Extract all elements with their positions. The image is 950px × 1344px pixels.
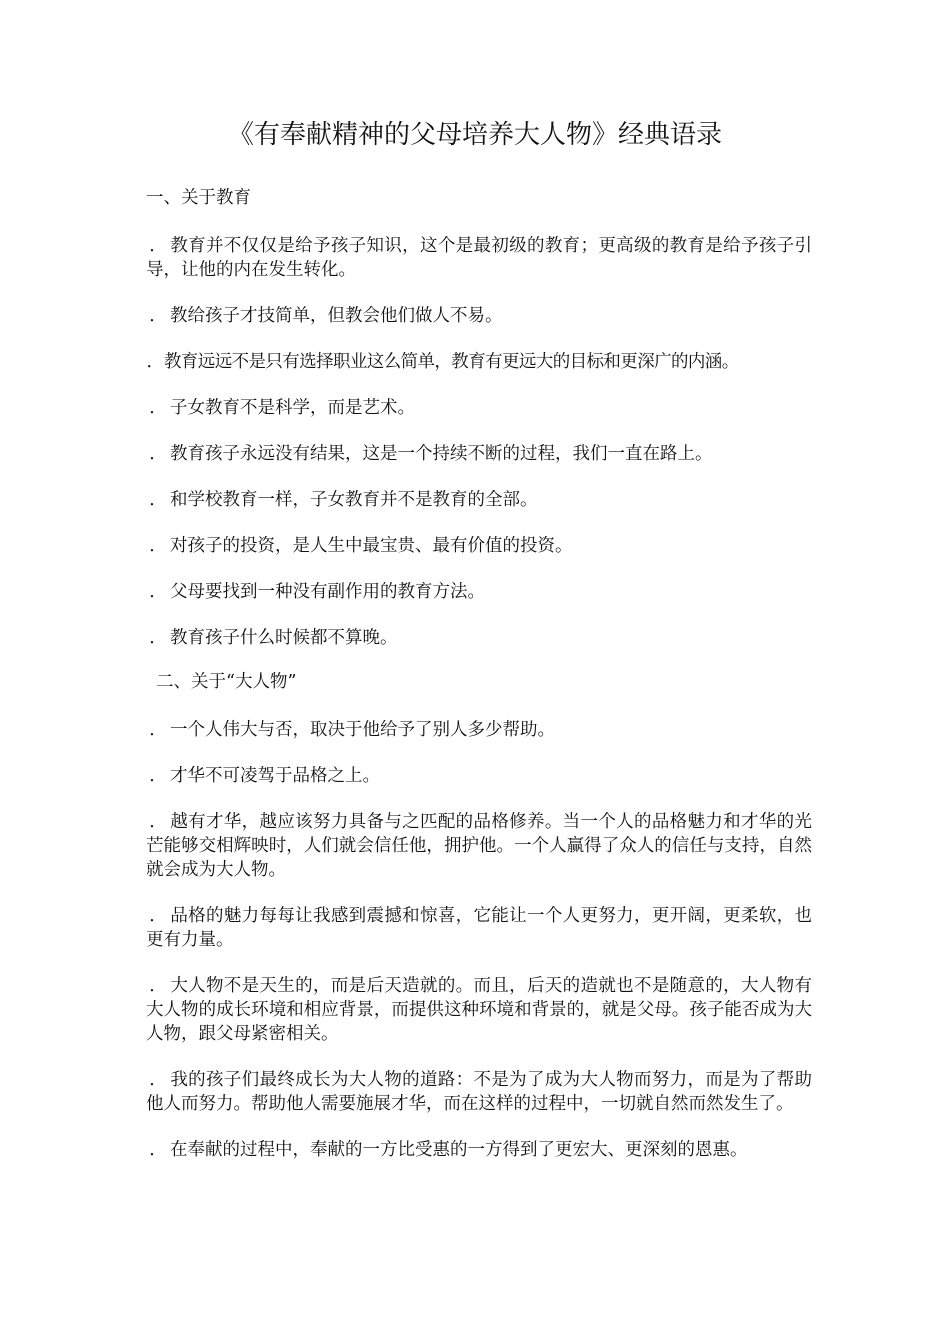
bullet-marker: ．: [149, 306, 167, 326]
quote-text: 一个人伟大与否，取决于他给予了别人多少帮助。: [170, 720, 555, 740]
bullet-marker: ．: [146, 352, 164, 372]
quote-text: 子女教育不是科学，而是艺术。: [170, 398, 415, 418]
quote-item: [146, 626, 812, 650]
section-heading-great-person: 二、关于“大人物”: [156, 672, 297, 692]
bullet-marker: ．: [149, 1140, 167, 1160]
bullet-marker: ．: [149, 1070, 167, 1090]
bullet-marker: ．: [149, 536, 167, 556]
quote-item: [146, 718, 812, 742]
quote-item: [146, 810, 812, 882]
quote-item: [146, 488, 812, 512]
bullet-marker: ．: [149, 628, 167, 648]
quote-text: 越有才华，越应该努力具备与之匹配的品格修养。当一个人的品格魅力和才华的光芒能够交相辉映时，人们就会信任他，拥护他。一个人赢得了众人的信任与支持，自然就会成为大人物。: [146, 812, 812, 880]
quote-item: [146, 534, 812, 558]
quote-item: [146, 1138, 812, 1162]
quote-text: 教给孩子才技简单，但教会他们做人不易。: [170, 306, 503, 326]
bullet-marker: ．: [149, 444, 167, 464]
bullet-marker: ．: [149, 398, 167, 418]
quote-text: 和学校教育一样，子女教育并不是教育的全部。: [170, 490, 538, 510]
quote-item: [146, 234, 812, 282]
bullet-marker: ．: [149, 906, 167, 926]
bullet-marker: ．: [149, 720, 167, 740]
quote-item: [146, 764, 812, 788]
section-heading-education: 一、关于教育: [146, 188, 251, 208]
quote-item: [146, 974, 812, 1046]
bullet-marker: ．: [149, 582, 167, 602]
quote-item: [146, 580, 812, 604]
bullet-marker: ．: [149, 490, 167, 510]
quote-item: [146, 1068, 812, 1116]
quote-text: 才华不可凌驾于品格之上。: [170, 766, 380, 786]
quote-item: [146, 350, 812, 374]
quote-text: 教育孩子什么时候都不算晚。: [170, 628, 398, 648]
bullet-marker: ．: [149, 812, 167, 832]
quote-item: [146, 304, 812, 328]
quote-text: 我的孩子们最终成长为大人物的道路：不是为了成为大人物而努力，而是为了帮助他人而努力。帮助他人需要施展才华，而在这样的过程中，一切就自然而然发生了。: [146, 1070, 812, 1114]
quote-text: 教育远远不是只有选择职业这么简单，教育有更远大的目标和更深广的内涵。: [164, 352, 739, 372]
bullet-marker: ．: [149, 766, 167, 786]
quote-text: 大人物不是天生的，而是后天造就的。而且，后天的造就也不是随意的，大人物有大人物的成长环境和相应背景，而提供这种环境和背景的，就是父母。孩子能否成为大人物，跟父母紧密相关。: [146, 976, 812, 1044]
quote-text: 在奉献的过程中，奉献的一方比受惠的一方得到了更宏大、更深刻的恩惠。: [170, 1140, 748, 1160]
quote-item: [146, 904, 812, 952]
quote-item: [146, 396, 812, 420]
quote-text: 父母要找到一种没有副作用的教育方法。: [170, 582, 485, 602]
quote-text: 教育孩子永远没有结果，这是一个持续不断的过程，我们一直在路上。: [170, 444, 713, 464]
document-body: [146, 184, 812, 1162]
bullet-marker: ．: [149, 236, 167, 256]
bullet-marker: ．: [149, 976, 167, 996]
quote-text: 品格的魅力每每让我感到震撼和惊喜，它能让一个人更努力，更开阔，更柔软，也更有力量。: [146, 906, 812, 950]
quote-item: [146, 442, 812, 466]
quote-text: 对孩子的投资，是人生中最宝贵、最有价值的投资。: [170, 536, 573, 556]
quote-text: 教育并不仅仅是给予孩子知识，这个是最初级的教育；更高级的教育是给予孩子引导，让他的内在发生转化。: [146, 236, 812, 280]
document-title: 《有奉献精神的父母培养大人物》经典语录: [227, 120, 722, 150]
